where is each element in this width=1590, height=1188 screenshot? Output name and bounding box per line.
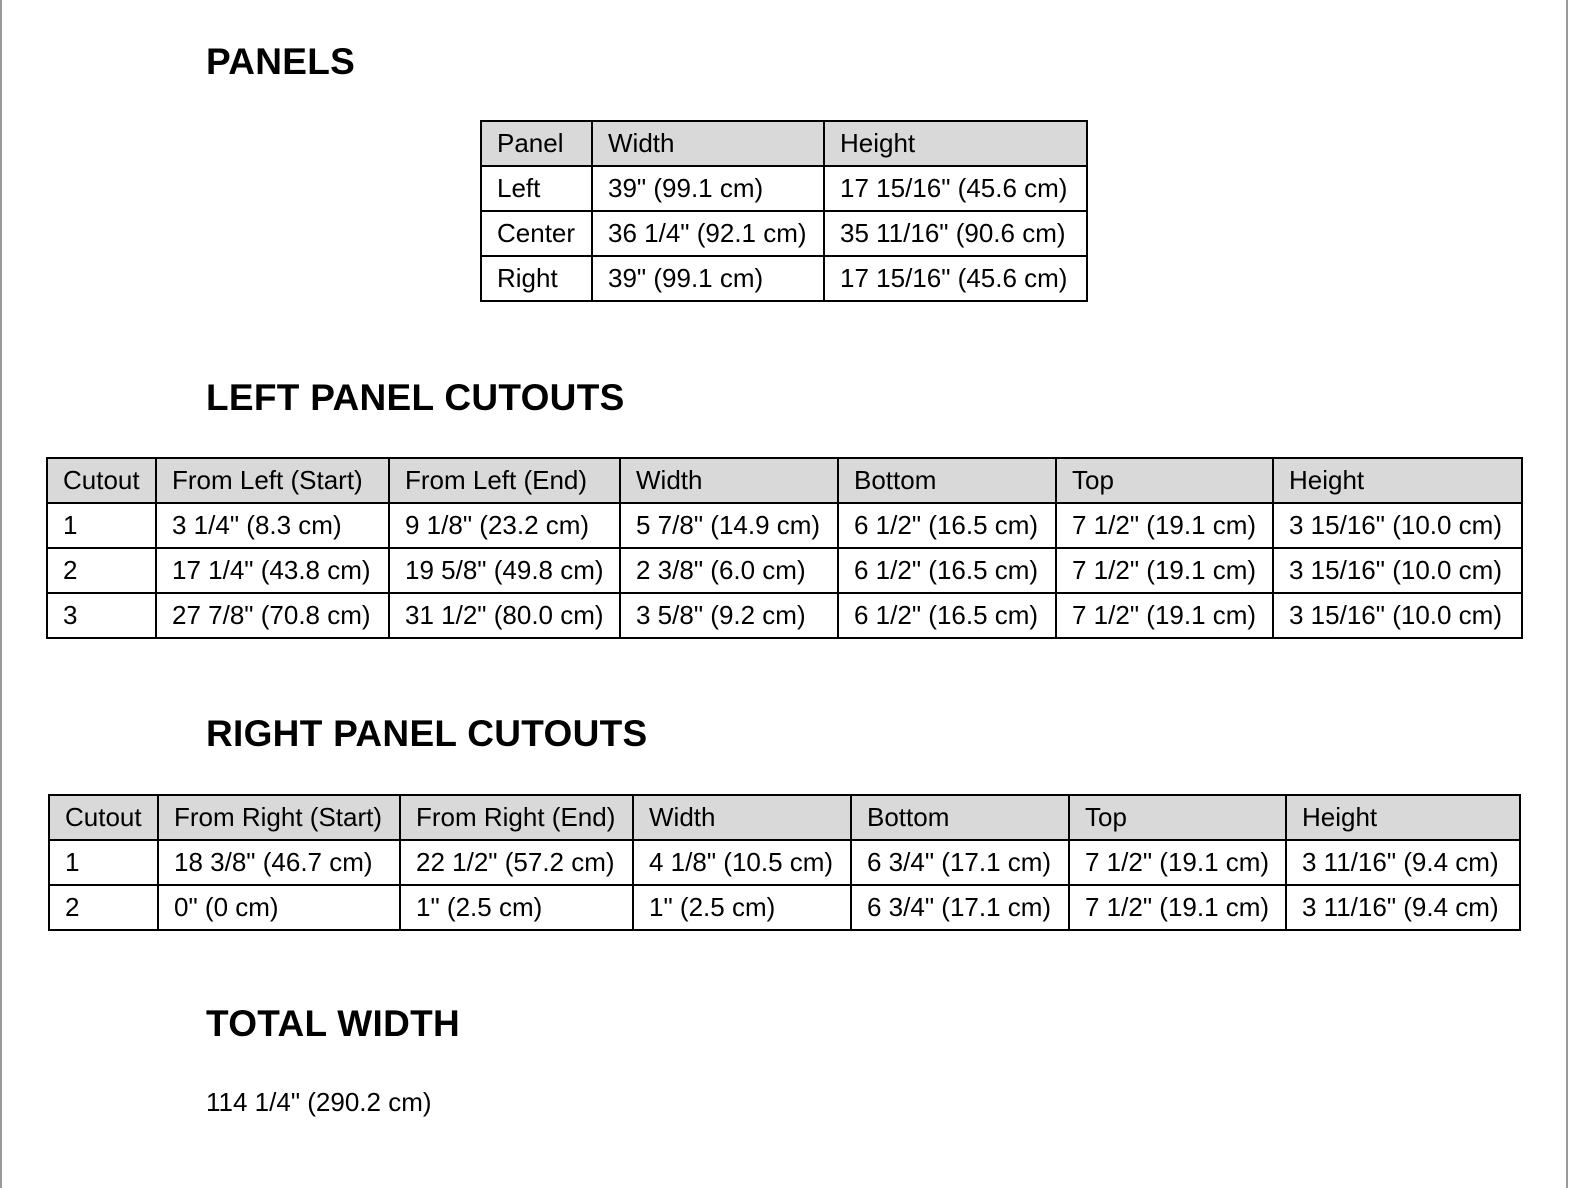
table-cell: 7 1/2" (19.1 cm) (1069, 840, 1286, 885)
total-width-value: 114 1/4" (290.2 cm) (206, 1087, 432, 1117)
table-cell: 3 5/8" (9.2 cm) (620, 593, 838, 638)
table-row (47, 593, 1522, 638)
column-header: Height (824, 121, 1087, 166)
table-cell: 3 (47, 593, 156, 638)
table-cell: Left (481, 166, 592, 211)
page-edge-right (1566, 0, 1568, 1188)
table-header-row (481, 121, 1087, 166)
table-cell: 17 15/16" (45.6 cm) (824, 256, 1087, 301)
column-header: Top (1056, 458, 1273, 503)
table-cell: 35 11/16" (90.6 cm) (824, 211, 1087, 256)
right-cutouts-table (48, 794, 1521, 931)
table-cell: 6 1/2" (16.5 cm) (838, 548, 1056, 593)
column-header: Height (1273, 458, 1522, 503)
table-cell: 1" (2.5 cm) (633, 885, 851, 930)
table-cell: Right (481, 256, 592, 301)
left-cutouts-heading: LEFT PANEL CUTOUTS (206, 377, 625, 418)
table-cell: 7 1/2" (19.1 cm) (1069, 885, 1286, 930)
table-cell: 17 1/4" (43.8 cm) (156, 548, 389, 593)
table-row (49, 885, 1520, 930)
right-cutouts-heading: RIGHT PANEL CUTOUTS (206, 713, 648, 754)
table-cell: 4 1/8" (10.5 cm) (633, 840, 851, 885)
table-cell: 6 1/2" (16.5 cm) (838, 503, 1056, 548)
column-header: From Left (Start) (156, 458, 389, 503)
table-cell: 1 (49, 840, 158, 885)
column-header: Bottom (838, 458, 1056, 503)
table-cell: 2 (47, 548, 156, 593)
table-row (481, 166, 1087, 211)
table-cell: 0" (0 cm) (158, 885, 400, 930)
table-cell: 1 (47, 503, 156, 548)
column-header: Width (633, 795, 851, 840)
table-cell: 18 3/8" (46.7 cm) (158, 840, 400, 885)
column-header: From Right (End) (400, 795, 633, 840)
table-cell: 17 15/16" (45.6 cm) (824, 166, 1087, 211)
table-header-row (49, 795, 1520, 840)
column-header: From Right (Start) (158, 795, 400, 840)
column-header: Height (1286, 795, 1520, 840)
table-cell: 6 3/4" (17.1 cm) (851, 885, 1069, 930)
column-header: Width (592, 121, 824, 166)
table-row (481, 256, 1087, 301)
table-cell: 7 1/2" (19.1 cm) (1056, 503, 1273, 548)
table-row (49, 840, 1520, 885)
table-cell: 9 1/8" (23.2 cm) (389, 503, 620, 548)
table-cell: 39" (99.1 cm) (592, 166, 824, 211)
table-cell: Center (481, 211, 592, 256)
table-cell: 5 7/8" (14.9 cm) (620, 503, 838, 548)
table-cell: 27 7/8" (70.8 cm) (156, 593, 389, 638)
table-cell: 39" (99.1 cm) (592, 256, 824, 301)
table-cell: 3 15/16" (10.0 cm) (1273, 503, 1522, 548)
column-header: From Left (End) (389, 458, 620, 503)
column-header: Cutout (47, 458, 156, 503)
panels-table (480, 120, 1088, 302)
table-cell: 3 11/16" (9.4 cm) (1286, 885, 1520, 930)
column-header: Cutout (49, 795, 158, 840)
column-header: Top (1069, 795, 1286, 840)
panels-heading: PANELS (206, 41, 356, 82)
table-cell: 6 1/2" (16.5 cm) (838, 593, 1056, 638)
table-cell: 1" (2.5 cm) (400, 885, 633, 930)
table-cell: 22 1/2" (57.2 cm) (400, 840, 633, 885)
table-row (47, 548, 1522, 593)
table-row (481, 211, 1087, 256)
page-edge-left (0, 0, 2, 1188)
table-cell: 3 11/16" (9.4 cm) (1286, 840, 1520, 885)
table-cell: 7 1/2" (19.1 cm) (1056, 548, 1273, 593)
table-cell: 6 3/4" (17.1 cm) (851, 840, 1069, 885)
table-cell: 2 3/8" (6.0 cm) (620, 548, 838, 593)
table-cell: 2 (49, 885, 158, 930)
total-width-heading: TOTAL WIDTH (206, 1003, 461, 1044)
table-cell: 3 1/4" (8.3 cm) (156, 503, 389, 548)
table-cell: 36 1/4" (92.1 cm) (592, 211, 824, 256)
column-header: Panel (481, 121, 592, 166)
column-header: Width (620, 458, 838, 503)
table-cell: 7 1/2" (19.1 cm) (1056, 593, 1273, 638)
table-row (47, 503, 1522, 548)
table-header-row (47, 458, 1522, 503)
column-header: Bottom (851, 795, 1069, 840)
table-cell: 3 15/16" (10.0 cm) (1273, 593, 1522, 638)
table-cell: 19 5/8" (49.8 cm) (389, 548, 620, 593)
left-cutouts-table (46, 457, 1523, 639)
table-cell: 3 15/16" (10.0 cm) (1273, 548, 1522, 593)
table-cell: 31 1/2" (80.0 cm) (389, 593, 620, 638)
